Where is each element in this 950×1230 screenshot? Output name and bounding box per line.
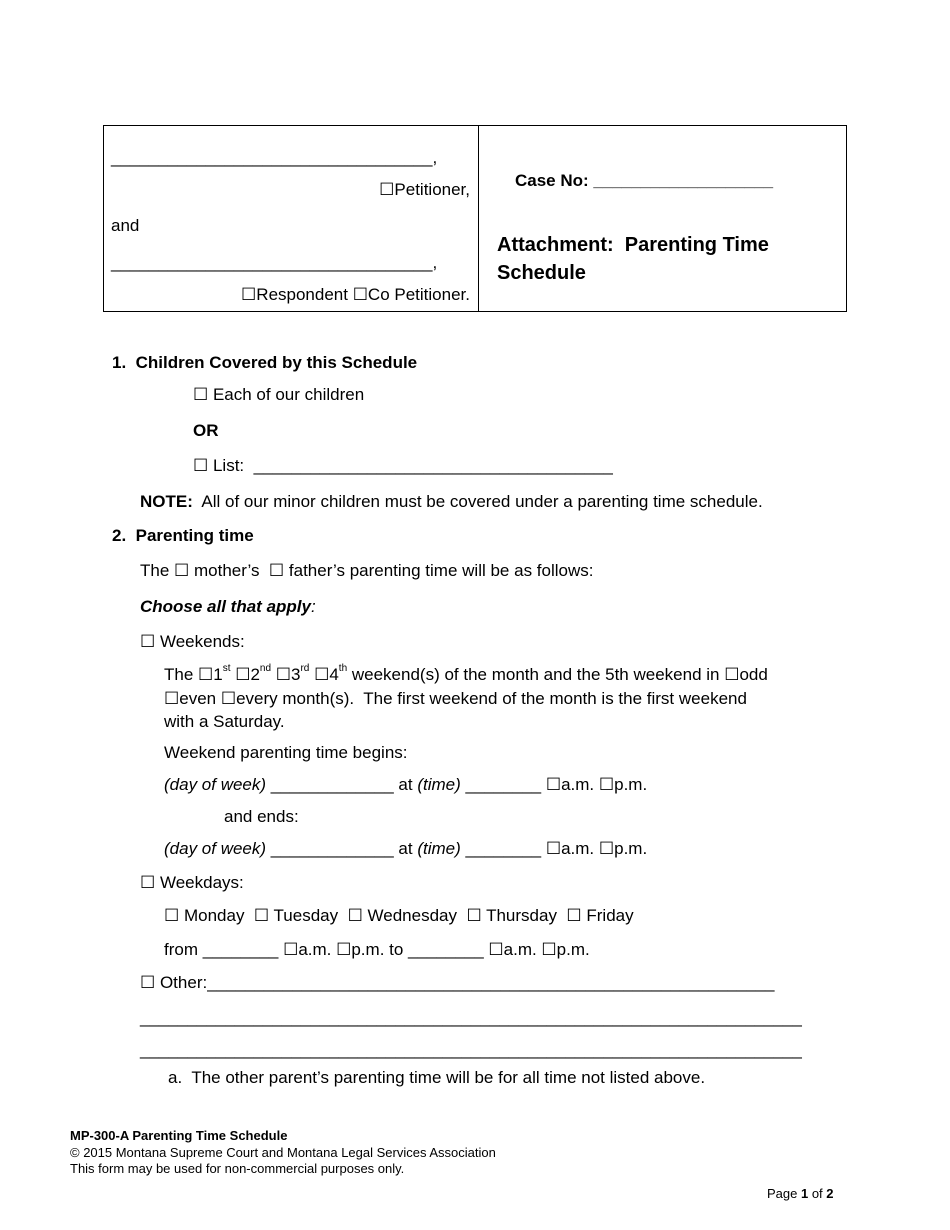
parent-choice-line[interactable]: The ☐ mother’s ☐ father’s parenting time will be as follows: (140, 561, 594, 580)
footer-usage: This form may be used for non-commercial purposes only. (70, 1161, 405, 1176)
attachment-title-line2: Schedule (497, 262, 586, 284)
each-child-checkbox[interactable]: ☐ Each of our children (193, 385, 365, 404)
weekdays-checkbox[interactable]: ☐ Weekdays: (140, 873, 244, 892)
and-ends-label: and ends: (224, 807, 299, 826)
weekend-2nd-option[interactable]: ☐2 (230, 665, 260, 684)
weekend-which-line[interactable] (164, 665, 768, 685)
weekend-3rd-option[interactable]: ☐3 (271, 665, 301, 684)
note-label: NOTE: (140, 492, 193, 511)
respondent-checkbox-label[interactable]: ☐Respondent ☐Co Petitioner. (241, 285, 470, 304)
end-time-field[interactable]: ________ ☐a.m. ☐p.m. (460, 839, 648, 858)
footer-form-title: MP-300-A Parenting Time Schedule (70, 1128, 288, 1143)
case-caption-table (103, 125, 847, 312)
weekday-time-fields[interactable]: from ________ ☐a.m. ☐p.m. to ________ ☐a.m. ☐p.m. (164, 940, 590, 959)
weekend-begin-fields[interactable] (164, 775, 647, 795)
petitioner-name-line[interactable]: __________________________________, (111, 148, 438, 167)
weekend-end-fields[interactable] (164, 839, 647, 859)
begin-time-field[interactable]: ________ ☐a.m. ☐p.m. (460, 775, 648, 794)
choose-instruction (140, 597, 316, 617)
weekend-fifth-odd-option[interactable]: weekend(s) of the month and the 5th weekend in ☐odd (347, 665, 768, 684)
ordinal-st: st (222, 663, 231, 674)
page-total: 2 (826, 1186, 834, 1201)
day-of-week-label: (day of week) (164, 839, 267, 858)
page-current: 1 (800, 1186, 809, 1201)
other-line-3[interactable]: ______________________________________________________________________ (140, 1040, 802, 1059)
case-number-field[interactable]: Case No: ___________________ (515, 171, 774, 190)
note-body: All of our minor children must be covered under a parenting time schedule. (192, 492, 763, 511)
or-text: OR (193, 421, 219, 440)
time-label: (time) (417, 839, 461, 858)
weekend-4th-option[interactable]: ☐4 (309, 665, 339, 684)
begin-day-field[interactable]: _____________ at (266, 775, 418, 794)
page-prefix: Page (767, 1186, 801, 1201)
footer-copyright: © 2015 Montana Supreme Court and Montana Legal Services Association (70, 1145, 496, 1160)
other-line-2[interactable]: ______________________________________________________________________ (140, 1008, 802, 1027)
page-of: of (808, 1186, 827, 1201)
note-text (140, 492, 763, 512)
and-text: and (111, 216, 140, 235)
choose-text: Choose all that apply (140, 597, 311, 616)
weekend-begins-label: Weekend parenting time begins: (164, 743, 408, 762)
weekend-even-every-line[interactable]: ☐even ☐every month(s). The first weekend of the month is the first weekend (164, 689, 747, 708)
section2-heading: 2. Parenting time (112, 526, 254, 545)
ordinal-nd: nd (259, 663, 272, 674)
ordinal-rd: rd (300, 663, 310, 674)
section1-heading: 1. Children Covered by this Schedule (112, 353, 418, 372)
weekday-options[interactable]: ☐ Monday ☐ Tuesday ☐ Wednesday ☐ Thursday ☐ Friday (164, 906, 634, 925)
choose-colon: : (310, 597, 316, 616)
respondent-name-line[interactable]: __________________________________, (111, 253, 438, 272)
petitioner-checkbox-label[interactable]: ☐Petitioner, (379, 180, 470, 199)
other-checkbox-line[interactable]: ☐ Other:____________________________________________________________ (140, 973, 775, 992)
weekend-saturday-line: with a Saturday. (164, 712, 285, 731)
weekends-checkbox[interactable]: ☐ Weekends: (140, 632, 245, 651)
parties-cell (104, 126, 479, 311)
weekend-1st-option[interactable]: The ☐1 (164, 665, 223, 684)
case-info-cell (479, 126, 846, 311)
end-day-field[interactable]: _____________ at (266, 839, 418, 858)
page-number (767, 1186, 834, 1201)
list-children-checkbox[interactable]: ☐ List: ______________________________________ (193, 456, 613, 475)
attachment-title-line1: Attachment: Parenting Time (497, 234, 769, 256)
time-label: (time) (417, 775, 461, 794)
day-of-week-label: (day of week) (164, 775, 267, 794)
item-a-text: a. The other parent’s parenting time will be for all time not listed above. (168, 1068, 706, 1087)
ordinal-th: th (338, 663, 348, 674)
